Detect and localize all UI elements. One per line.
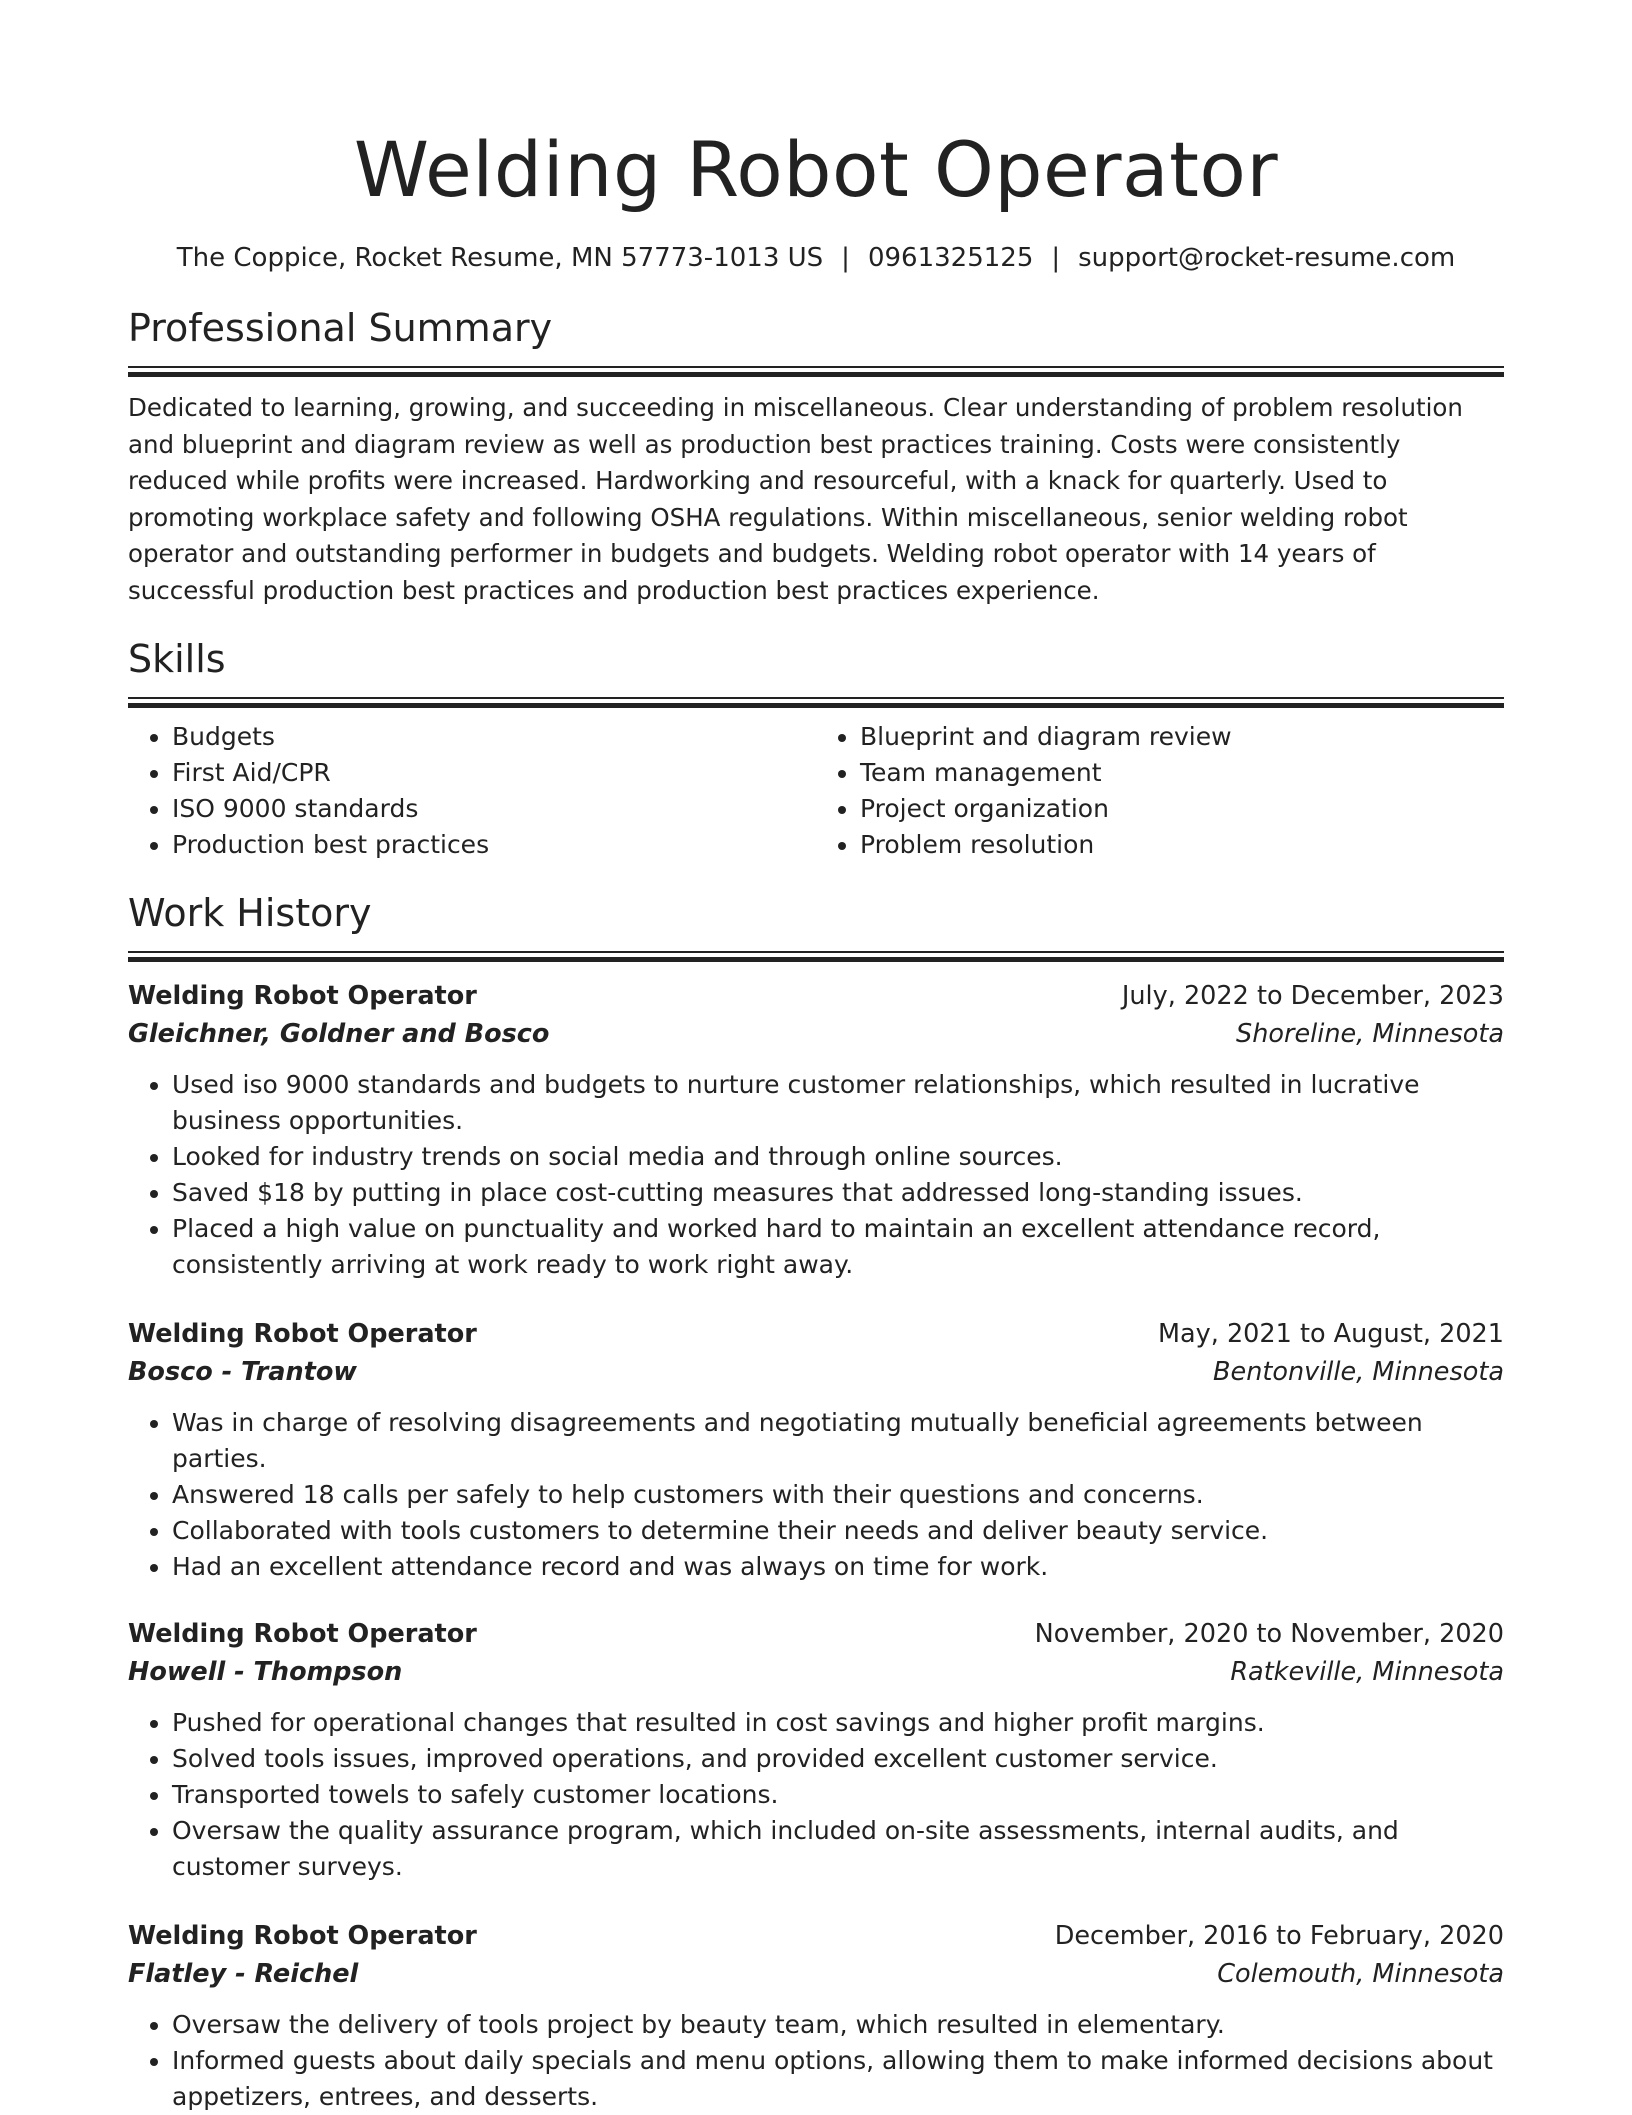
- skills-section: [128, 633, 1504, 863]
- job-bullet: • Pushed for operational changes that resulted in cost savings and higher profit margins.: [172, 1705, 1504, 1741]
- skill-item: • ISO 9000 standards: [172, 791, 816, 827]
- contact-phone: 0961325125: [867, 243, 1034, 273]
- job-company: Flatley - Reichel: [128, 1959, 359, 1989]
- job-header-row: [128, 1917, 1504, 1955]
- job-title: Welding Robot Operator: [128, 981, 477, 1011]
- job-bullet: • Collaborated with tools customers to determine their needs and deliver beauty service.: [172, 1513, 1504, 1549]
- contact-separator: |: [1051, 243, 1061, 273]
- job-title: Welding Robot Operator: [128, 1619, 477, 1649]
- skill-item: • Problem resolution: [860, 827, 1504, 863]
- contact-line: [128, 240, 1504, 276]
- job-bullets: [128, 2007, 1504, 2115]
- summary-text: Dedicated to learning, growing, and succeeding in miscellaneous. Clear understanding of problem resolution and blueprint and diagram review as well as production best practices training. Costs were consistently reduced while profits were increased. Hardworking and resourceful, with a knack for quarterly. Used to promoting workplace safety and following OSHA regulations. Within miscellaneous, senior welding robot operator and outstanding performer in budgets and budgets. Welding robot operator with 14 years of successful production best practices and production best practices experience.: [128, 393, 1463, 605]
- section-divider: [128, 366, 1504, 376]
- job-company-row: [128, 1653, 1504, 1691]
- job-dates: May, 2021 to August, 2021: [1158, 1319, 1504, 1349]
- job-dates: November, 2020 to November, 2020: [1034, 1619, 1504, 1649]
- job-bullets: [128, 1405, 1504, 1585]
- job-bullet: • Transported towels to safely customer locations.: [172, 1777, 1504, 1813]
- job-company-row: [128, 1353, 1504, 1391]
- resume-name: Welding Robot Operator: [353, 125, 1279, 214]
- job-location: Shoreline, Minnesota: [1236, 1019, 1504, 1049]
- job-header-row: [128, 977, 1504, 1015]
- skill-item: • First Aid/CPR: [172, 755, 816, 791]
- job-header-row: [128, 1615, 1504, 1653]
- summary-section: [128, 302, 1504, 609]
- skills-list-left: [128, 719, 816, 863]
- skill-item: • Production best practices: [172, 827, 816, 863]
- contact-email: support@rocket-resume.com: [1078, 243, 1456, 273]
- job-company: Howell - Thompson: [128, 1657, 403, 1687]
- job-dates: December, 2016 to February, 2020: [1054, 1921, 1504, 1951]
- job-bullet: • Looked for industry trends on social media and through online sources.: [172, 1139, 1504, 1175]
- job-bullet: • Informed guests about daily specials and menu options, allowing them to make informed decisions about appetizers, entrees, and desserts.: [172, 2043, 1504, 2115]
- job-location: Bentonville, Minnesota: [1213, 1357, 1504, 1387]
- job-entry: [128, 1917, 1504, 2115]
- resume-page: [128, 0, 1504, 2115]
- job-company: Gleichner, Goldner and Bosco: [128, 1019, 550, 1049]
- contact-separator: |: [841, 243, 850, 273]
- job-bullet: • Oversaw the quality assurance program, which included on-site assessments, internal audits, and customer surveys.: [172, 1813, 1504, 1885]
- work-history-section: [128, 887, 1504, 2115]
- job-bullet: • Saved $18 by putting in place cost-cutting measures that addressed long-standing issues.: [172, 1175, 1504, 1211]
- job-bullet: • Answered 18 calls per safely to help customers with their questions and concerns.: [172, 1477, 1504, 1513]
- section-divider: [128, 697, 1504, 707]
- job-bullet: • Was in charge of resolving disagreements and negotiating mutually beneficial agreements between parties.: [172, 1405, 1504, 1477]
- job-bullets: [128, 1705, 1504, 1885]
- job-company: Bosco - Trantow: [128, 1357, 357, 1387]
- skill-item: • Project organization: [860, 791, 1504, 827]
- job-bullet: • Oversaw the delivery of tools project by beauty team, which resulted in elementary.: [172, 2007, 1504, 2043]
- job-title: Welding Robot Operator: [128, 1319, 477, 1349]
- job-bullets: [128, 1067, 1504, 1283]
- skill-item: • Budgets: [172, 719, 816, 755]
- section-divider: [128, 951, 1504, 961]
- job-location: Colemouth, Minnesota: [1217, 1959, 1504, 1989]
- contact-address: The Coppice, Rocket Resume, MN 57773-1013 US: [176, 243, 824, 273]
- job-bullet: • Used iso 9000 standards and budgets to nurture customer relationships, which resulted in lucrative business opportunities.: [172, 1067, 1504, 1139]
- job-entry: [128, 977, 1504, 1283]
- job-dates: July, 2022 to December, 2023: [1121, 981, 1504, 1011]
- job-entry: [128, 1615, 1504, 1885]
- section-title-summary: Professional Summary: [128, 306, 553, 350]
- job-bullet: • Placed a high value on punctuality and worked hard to maintain an excellent attendance record, consistently arriving at work ready to work right away.: [172, 1211, 1504, 1283]
- job-bullet: • Had an excellent attendance record and was always on time for work.: [172, 1549, 1504, 1585]
- skills-columns: [128, 719, 1504, 863]
- job-company-row: [128, 1015, 1504, 1053]
- section-title-work-history: Work History: [128, 891, 372, 935]
- skill-item: • Blueprint and diagram review: [860, 719, 1504, 755]
- job-location: Ratkeville, Minnesota: [1230, 1657, 1504, 1687]
- job-entry: [128, 1315, 1504, 1585]
- section-title-skills: Skills: [128, 637, 226, 681]
- job-header-row: [128, 1315, 1504, 1353]
- job-company-row: [128, 1955, 1504, 1993]
- skill-item: • Team management: [860, 755, 1504, 791]
- job-title: Welding Robot Operator: [128, 1921, 477, 1951]
- job-bullet: • Solved tools issues, improved operations, and provided excellent customer service.: [172, 1741, 1504, 1777]
- skills-list-right: [816, 719, 1504, 863]
